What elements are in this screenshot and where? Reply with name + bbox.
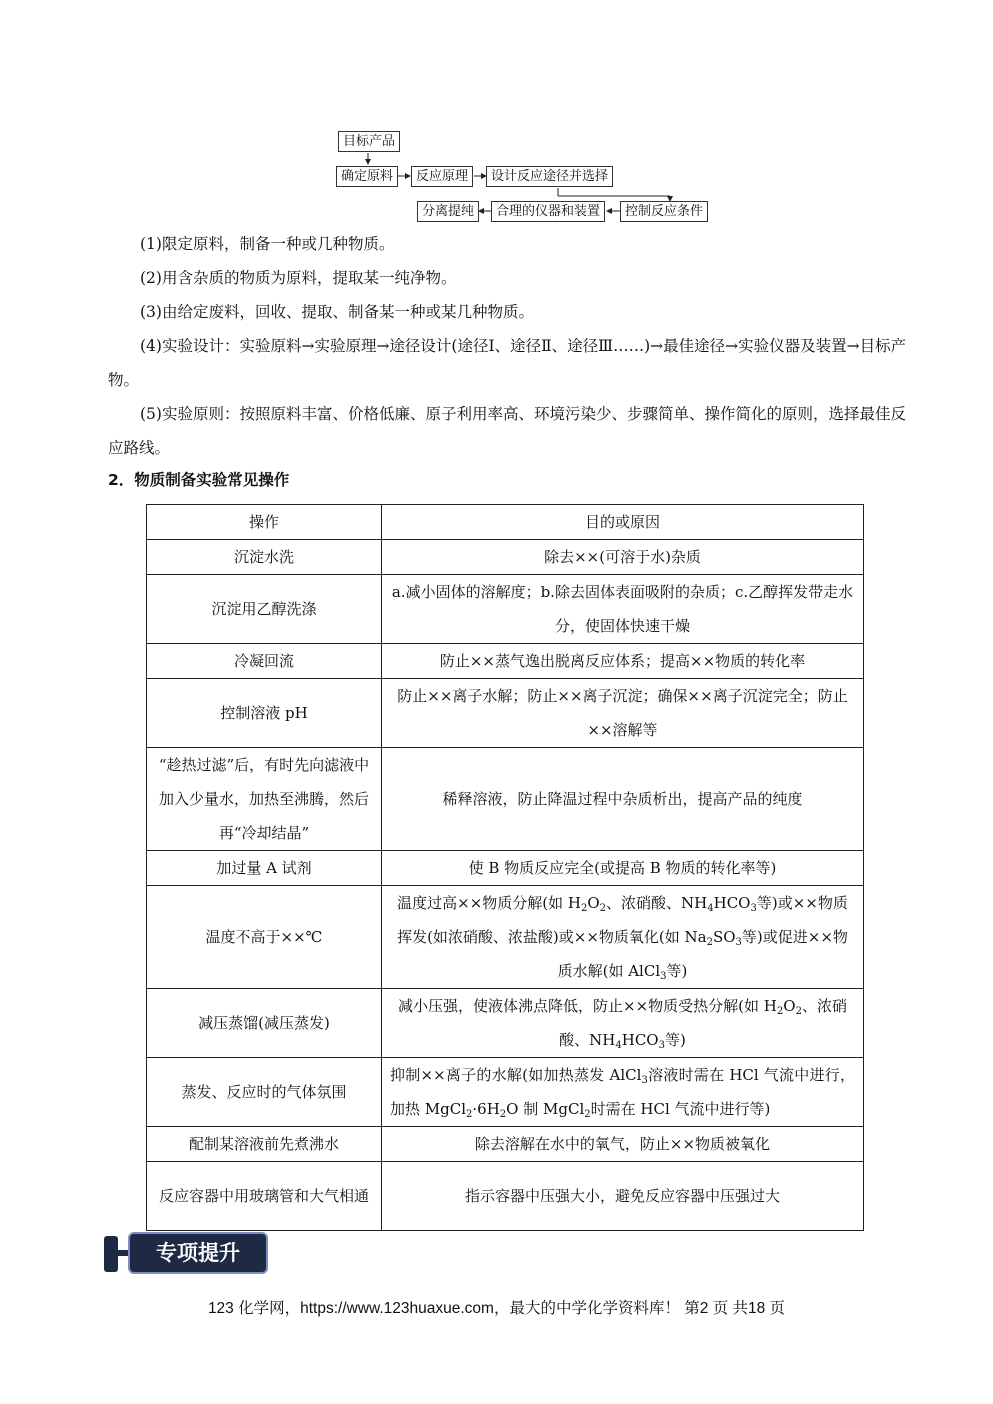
reason-cell: a.减小固体的溶解度；b.除去固体表面吸附的杂质；c.乙醇挥发带走水分，使固体快速干燥 bbox=[382, 575, 864, 644]
header-reason: 目的或原因 bbox=[382, 505, 864, 540]
table-row bbox=[147, 1162, 864, 1231]
flow-separation: 分离提纯 bbox=[417, 201, 479, 222]
operation-cell: 反应容器中用玻璃管和大气相通 bbox=[147, 1162, 382, 1231]
operation-cell: 沉淀水洗 bbox=[147, 540, 382, 575]
page-footer: 123 化学网，https://www.123huaxue.com，最大的中学化学资料库！ 第2 页 共18 页 bbox=[207, 1300, 786, 1317]
table-row bbox=[147, 886, 864, 989]
table-header-row bbox=[147, 505, 864, 540]
reason-cell: 防止××蒸气逸出脱离反应体系；提高××物质的转化率 bbox=[382, 644, 864, 679]
paragraph-5: (5)实验原则：按照原料丰富、价格低廉、原子利用率高、环境污染少、步骤简单、操作简化的原则，选择最佳反应路线。 bbox=[108, 405, 906, 457]
synthesis-flowchart bbox=[330, 126, 730, 226]
operations-table bbox=[146, 504, 864, 1231]
table-row bbox=[147, 989, 864, 1058]
table-row bbox=[147, 540, 864, 575]
operation-cell: “趁热过滤”后，有时先向滤液中加入少量水，加热至沸腾，然后再“冷却结晶” bbox=[147, 748, 382, 851]
reason-cell: 指示容器中压强大小，避免反应容器中压强过大 bbox=[382, 1162, 864, 1231]
table-row bbox=[147, 644, 864, 679]
paragraph-3: (3)由给定废料，回收、提取、制备某一种或某几种物质。 bbox=[140, 303, 534, 321]
reason-cell: 温度过高××物质分解(如 $H_2O_2$、浓硝酸、$NH_4HCO_3$等)或××物质挥发(如浓硝酸、浓盐酸)或××物质氧化(如 $Na_2SO_3$等)或促进××物质水解(如 AlCl$_3$等) bbox=[382, 886, 864, 989]
paragraph-2: (2)用含杂质的物质为原料，提取某一纯净物。 bbox=[140, 269, 457, 287]
operation-cell: 蒸发、反应时的气体氛围 bbox=[147, 1058, 382, 1127]
flow-apparatus: 合理的仪器和装置 bbox=[491, 201, 605, 222]
operation-cell: 控制溶液 pH bbox=[147, 679, 382, 748]
operation-cell: 沉淀用乙醇洗涤 bbox=[147, 575, 382, 644]
operation-cell: 加过量 A 试剂 bbox=[147, 851, 382, 886]
flow-conditions: 控制反应条件 bbox=[620, 201, 708, 222]
reason-cell: 稀释溶液，防止降温过程中杂质析出，提高产品的纯度 bbox=[382, 748, 864, 851]
flow-target-product: 目标产品 bbox=[338, 131, 400, 152]
table-row bbox=[147, 748, 864, 851]
reason-cell: 防止××离子水解；防止××离子沉淀；确保××离子沉淀完全；防止××溶解等 bbox=[382, 679, 864, 748]
operation-cell: 减压蒸馏(减压蒸发) bbox=[147, 989, 382, 1058]
reason-cell: 除去溶解在水中的氧气，防止××物质被氧化 bbox=[382, 1127, 864, 1162]
table-row bbox=[147, 575, 864, 644]
table-row bbox=[147, 851, 864, 886]
flow-design-route: 设计反应途径并选择 bbox=[486, 166, 613, 187]
reason-cell: 抑制××离子的水解(如加热蒸发 AlCl$_3$溶液时需在 HCl 气流中进行，加热 $MgCl_2\cdot 6H_2O$ 制 MgCl$_2$时需在 HCl 气流中进行等) bbox=[382, 1058, 864, 1127]
paragraph-4: (4)实验设计：实验原料→实验原理→途径设计(途径Ⅰ、途径Ⅱ、途径Ⅲ……)→最佳途径→实验仪器及装置→目标产物。 bbox=[108, 337, 907, 389]
section-heading: 2．物质制备实验常见操作 bbox=[108, 471, 290, 489]
header-operation: 操作 bbox=[147, 505, 382, 540]
reason-cell: 除去××(可溶于水)杂质 bbox=[382, 540, 864, 575]
flow-raw-materials: 确定原料 bbox=[336, 166, 398, 187]
table-row bbox=[147, 1127, 864, 1162]
reason-cell: 减小压强，使液体沸点降低，防止××物质受热分解(如 $H_2O_2$、浓硝酸、$NH_4HCO_3$等) bbox=[382, 989, 864, 1058]
operation-cell: 冷凝回流 bbox=[147, 644, 382, 679]
operation-cell: 温度不高于××℃ bbox=[147, 886, 382, 989]
reason-cell: 使 B 物质反应完全(或提高 B 物质的转化率等) bbox=[382, 851, 864, 886]
special-topic-badge bbox=[104, 1232, 274, 1276]
flow-reaction-principle: 反应原理 bbox=[411, 166, 473, 187]
badge-label: 专项提升 bbox=[128, 1232, 268, 1274]
operation-cell: 配制某溶液前先煮沸水 bbox=[147, 1127, 382, 1162]
paragraph-1: (1)限定原料，制备一种或几种物质。 bbox=[140, 235, 395, 253]
table-row bbox=[147, 679, 864, 748]
table-row bbox=[147, 1058, 864, 1127]
principles-paragraphs bbox=[108, 227, 908, 465]
